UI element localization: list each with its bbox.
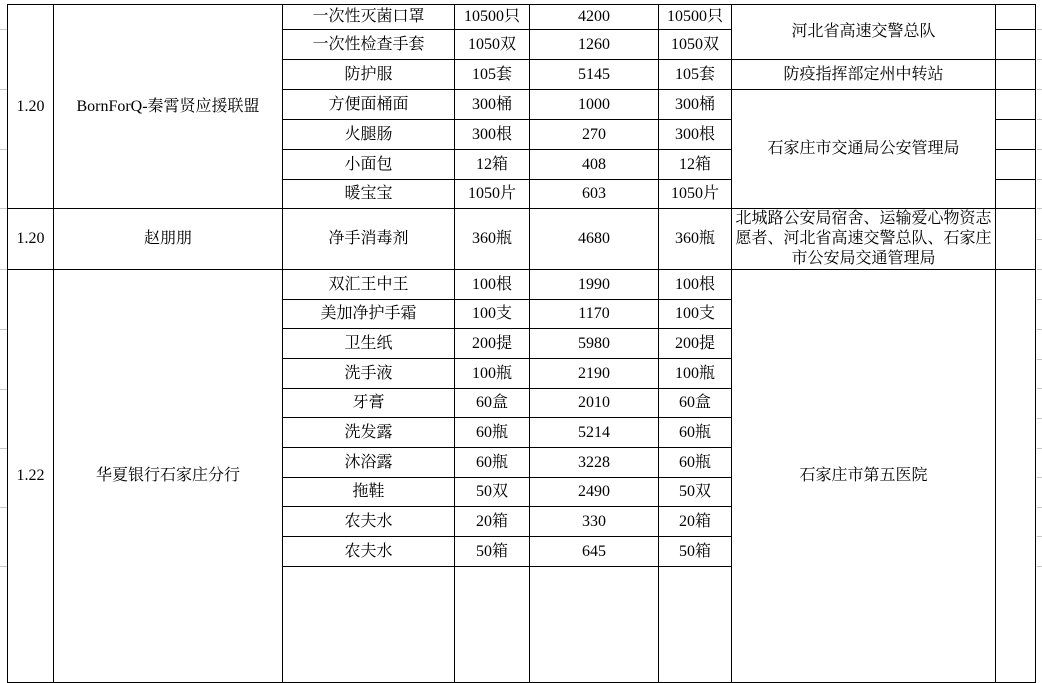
cell-item[interactable]: 防护服 (283, 60, 455, 90)
cell-quantity-confirm[interactable]: 60盒 (659, 389, 732, 418)
table-row (8, 209, 1036, 270)
cell-value[interactable]: 330 (530, 507, 659, 537)
gridline-stub (1037, 269, 1042, 270)
cell-item[interactable]: 火腿肠 (283, 120, 455, 150)
cell-value[interactable]: 2010 (530, 389, 659, 418)
gridline-stub (1037, 239, 1042, 240)
cell-quantity[interactable]: 100支 (455, 300, 530, 329)
cell-recipient[interactable]: 河北省高速交警总队 (732, 5, 996, 60)
cell-quantity-confirm[interactable]: 100支 (659, 300, 732, 329)
cell-value[interactable]: 408 (530, 150, 659, 180)
gridline-stub (0, 448, 7, 449)
cell-quantity[interactable]: 360瓶 (455, 209, 530, 270)
cell-quantity[interactable]: 1050双 (455, 30, 530, 60)
cell-quantity-confirm[interactable]: 12箱 (659, 150, 732, 180)
cell-quantity[interactable]: 60盒 (455, 389, 530, 418)
cell-quantity-confirm[interactable]: 360瓶 (659, 209, 732, 270)
cell-value[interactable]: 5980 (530, 329, 659, 359)
cell-donor[interactable]: 华夏银行石家庄分行 (54, 270, 283, 683)
cell-value[interactable]: 5145 (530, 60, 659, 90)
cell-value[interactable] (530, 567, 659, 683)
cell-quantity-confirm[interactable]: 105套 (659, 60, 732, 90)
cell-quantity[interactable]: 100瓶 (455, 359, 530, 389)
cell-quantity-confirm[interactable]: 60瓶 (659, 448, 732, 478)
cell-quantity-confirm[interactable]: 10500只 (659, 5, 732, 30)
cell-quantity-confirm[interactable]: 100根 (659, 270, 732, 300)
gridline-stub (1037, 179, 1042, 180)
cell-value[interactable]: 1170 (530, 300, 659, 329)
cell-item[interactable]: 一次性检查手套 (283, 30, 455, 60)
gridline-stub (0, 507, 7, 508)
cell-value[interactable]: 1990 (530, 270, 659, 300)
cell-quantity[interactable]: 300桶 (455, 90, 530, 120)
cell-quantity[interactable]: 300根 (455, 120, 530, 150)
cell-extra[interactable] (996, 30, 1036, 60)
gridline-stub (0, 29, 7, 30)
table-row (8, 270, 1036, 300)
cell-quantity[interactable]: 105套 (455, 60, 530, 90)
gridline-stub (1037, 299, 1042, 300)
table-row (8, 5, 1036, 30)
cell-quantity[interactable]: 60瓶 (455, 418, 530, 448)
cell-value[interactable]: 4200 (530, 5, 659, 30)
cell-item[interactable]: 农夫水 (283, 507, 455, 537)
cell-quantity[interactable]: 1050片 (455, 180, 530, 209)
cell-recipient[interactable]: 北城路公安局宿舍、运输爱心物资志愿者、河北省高速交警总队、石家庄市公安局交通管理局 (732, 209, 996, 270)
cell-quantity-confirm[interactable]: 20箱 (659, 507, 732, 537)
cell-item[interactable]: 洗发露 (283, 418, 455, 448)
cell-donor[interactable]: 赵朋朋 (54, 209, 283, 270)
cell-item[interactable]: 卫生纸 (283, 329, 455, 359)
gridline-stub (1037, 566, 1042, 567)
cell-quantity-confirm[interactable]: 1050片 (659, 180, 732, 209)
cell-item[interactable]: 农夫水 (283, 537, 455, 567)
cell-item[interactable]: 一次性灭菌口罩 (283, 5, 455, 30)
gridline-stub (1037, 359, 1042, 360)
cell-extra[interactable] (996, 180, 1036, 209)
cell-item[interactable]: 牙膏 (283, 389, 455, 418)
cell-quantity-confirm[interactable]: 100瓶 (659, 359, 732, 389)
cell-date[interactable]: 1.22 (8, 270, 54, 683)
cell-value[interactable]: 2490 (530, 478, 659, 507)
cell-quantity[interactable]: 12箱 (455, 150, 530, 180)
gridline-stub (0, 149, 7, 150)
gridline-stub (1037, 29, 1042, 30)
cell-item[interactable] (283, 567, 455, 683)
gridline-stub (0, 389, 7, 390)
cell-date[interactable]: 1.20 (8, 209, 54, 270)
gridline-stub (1037, 388, 1042, 389)
cell-extra[interactable] (996, 90, 1036, 120)
cell-item[interactable]: 沐浴露 (283, 448, 455, 478)
gridline-stub (0, 566, 7, 567)
cell-quantity[interactable]: 20箱 (455, 507, 530, 537)
cell-item[interactable]: 洗手液 (283, 359, 455, 389)
gridline-stub (1037, 89, 1042, 90)
cell-quantity[interactable]: 50双 (455, 478, 530, 507)
gridline-stub (1037, 418, 1042, 419)
gridline-stub (0, 89, 7, 90)
gridline-stub (1037, 208, 1042, 209)
gridline-stub (0, 208, 7, 209)
cell-quantity-confirm[interactable]: 200提 (659, 329, 732, 359)
cell-quantity[interactable]: 200提 (455, 329, 530, 359)
cell-quantity[interactable]: 10500只 (455, 5, 530, 30)
cell-date[interactable]: 1.20 (8, 5, 54, 209)
cell-extra[interactable] (996, 209, 1036, 270)
gridline-stub (1037, 119, 1042, 120)
gridline-stub (1037, 329, 1042, 330)
cell-value[interactable]: 1000 (530, 90, 659, 120)
cell-quantity-confirm[interactable]: 1050双 (659, 30, 732, 60)
cell-recipient[interactable]: 石家庄市交通局公安管理局 (732, 90, 996, 209)
cell-value[interactable]: 3228 (530, 448, 659, 478)
cell-quantity[interactable]: 100根 (455, 270, 530, 300)
cell-quantity[interactable]: 60瓶 (455, 448, 530, 478)
cell-quantity-confirm[interactable]: 60瓶 (659, 418, 732, 448)
cell-extra[interactable] (996, 120, 1036, 150)
cell-item[interactable]: 双汇王中王 (283, 270, 455, 300)
cell-donor[interactable]: BornForQ-秦霄贤应援联盟 (54, 5, 283, 209)
cell-extra[interactable] (996, 60, 1036, 90)
cell-quantity[interactable] (455, 567, 530, 683)
cell-quantity-confirm[interactable]: 300根 (659, 120, 732, 150)
cell-extra[interactable] (996, 5, 1036, 30)
cell-item[interactable]: 方便面桶面 (283, 90, 455, 120)
cell-value[interactable]: 1260 (530, 30, 659, 60)
cell-item[interactable]: 小面包 (283, 150, 455, 180)
gridline-stub (1037, 149, 1042, 150)
cell-item[interactable]: 美加净护手霜 (283, 300, 455, 329)
cell-quantity-confirm[interactable]: 300桶 (659, 90, 732, 120)
donation-table (7, 4, 1036, 683)
gridline-stub (1037, 59, 1042, 60)
cell-quantity-confirm[interactable]: 50箱 (659, 537, 732, 567)
cell-value[interactable]: 270 (530, 120, 659, 150)
gridline-stub (0, 329, 7, 330)
gridline-stub (0, 269, 7, 270)
cell-item[interactable]: 净手消毒剂 (283, 209, 455, 270)
gridline-stub (1037, 507, 1042, 508)
cell-recipient[interactable]: 石家庄市第五医院 (732, 270, 996, 683)
cell-extra[interactable] (996, 150, 1036, 180)
gridline-stub (1037, 536, 1042, 537)
cell-value[interactable]: 4680 (530, 209, 659, 270)
cell-value[interactable]: 5214 (530, 418, 659, 448)
cell-extra[interactable] (996, 270, 1036, 683)
cell-quantity[interactable]: 50箱 (455, 537, 530, 567)
cell-quantity-confirm[interactable] (659, 567, 732, 683)
cell-value[interactable]: 645 (530, 537, 659, 567)
cell-item[interactable]: 拖鞋 (283, 478, 455, 507)
gridline-stub (1037, 448, 1042, 449)
cell-quantity-confirm[interactable]: 50双 (659, 478, 732, 507)
cell-recipient[interactable]: 防疫指挥部定州中转站 (732, 60, 996, 90)
cell-item[interactable]: 暖宝宝 (283, 180, 455, 209)
cell-value[interactable]: 603 (530, 180, 659, 209)
cell-value[interactable]: 2190 (530, 359, 659, 389)
gridline-stub (1037, 477, 1042, 478)
